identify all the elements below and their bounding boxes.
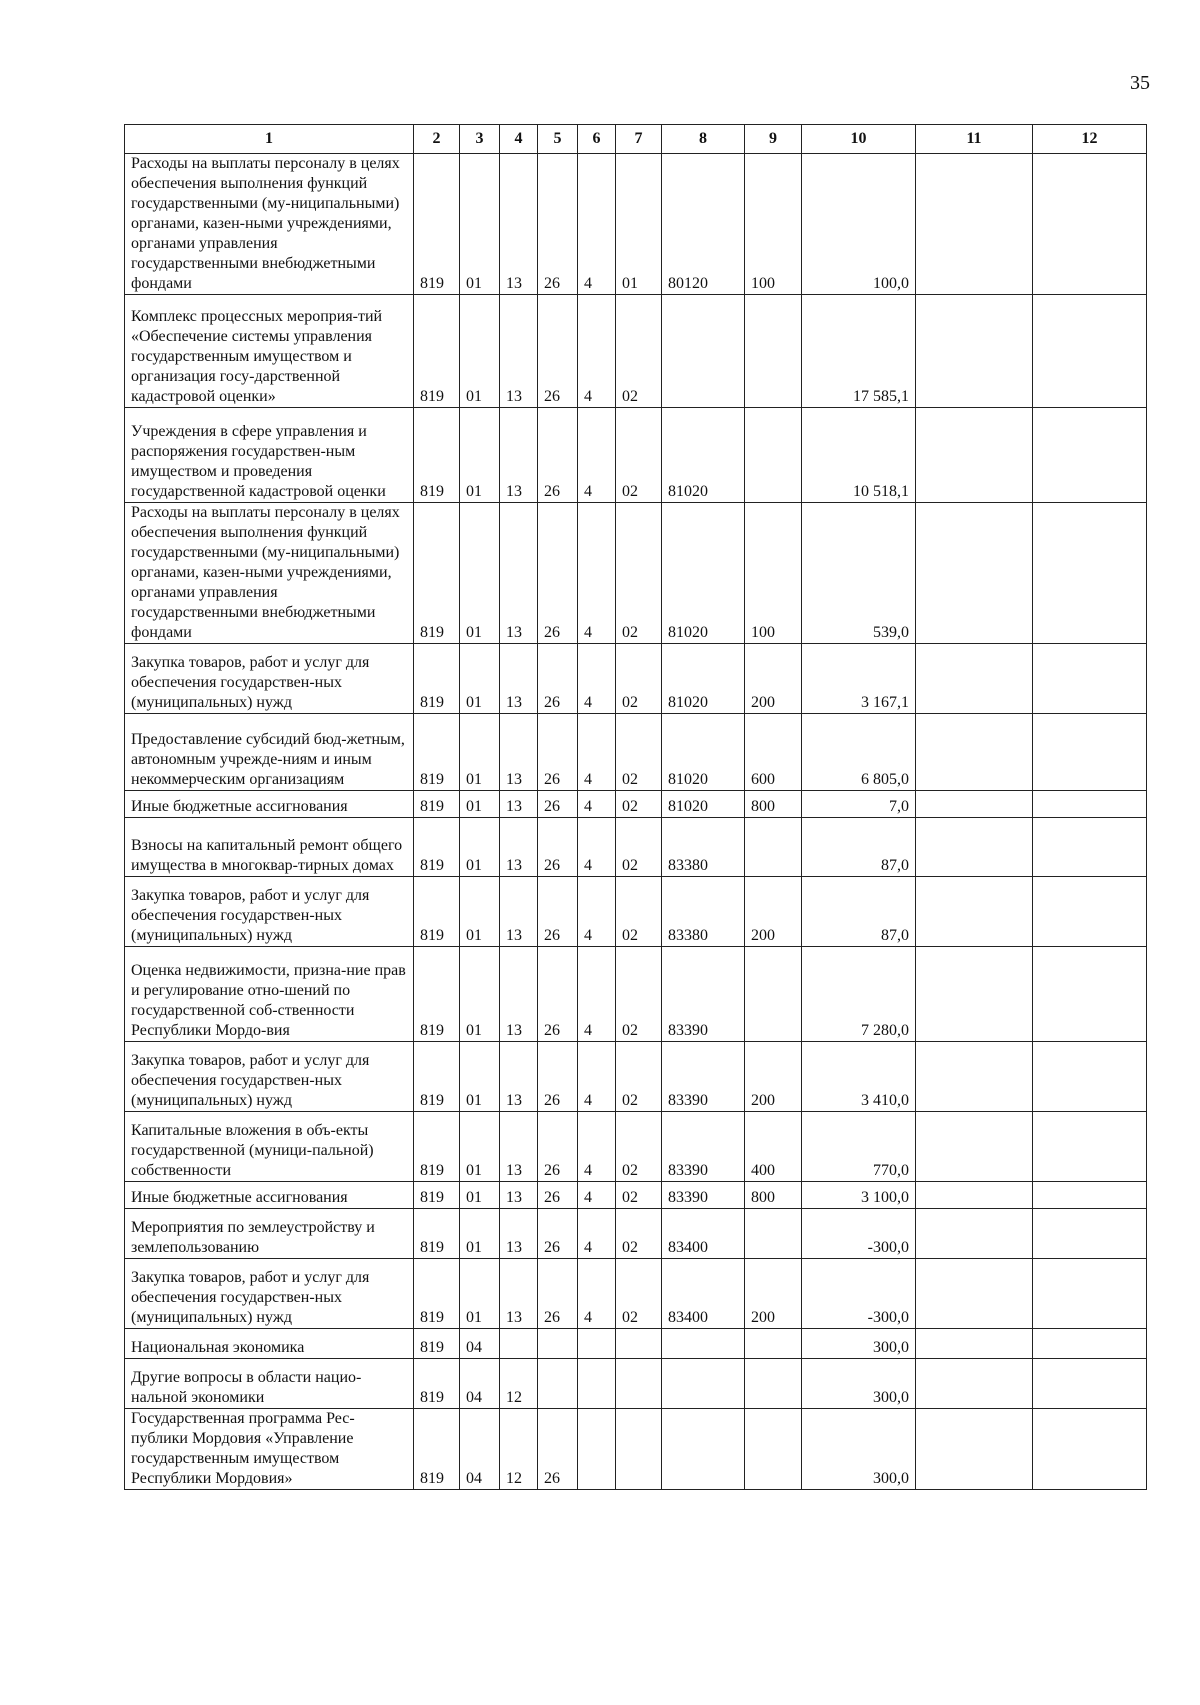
col-8-cell: 83400 xyxy=(662,1209,745,1259)
row-name-cell: Иные бюджетные ассигнования xyxy=(125,1182,414,1209)
col-6-cell xyxy=(578,1359,616,1409)
col-11-cell xyxy=(916,877,1033,947)
col-11-cell xyxy=(916,1259,1033,1329)
col-2-cell: 819 xyxy=(414,1182,460,1209)
col-7-cell: 02 xyxy=(616,1209,662,1259)
col-12-cell xyxy=(1033,408,1147,503)
table-row xyxy=(125,1329,1147,1359)
col-header: 2 xyxy=(414,125,460,154)
col-12-cell xyxy=(1033,1329,1147,1359)
col-header: 1 xyxy=(125,125,414,154)
col-4-cell: 13 xyxy=(500,1112,538,1182)
col-header: 9 xyxy=(745,125,802,154)
col-3-cell: 01 xyxy=(460,1209,500,1259)
col-9-cell xyxy=(745,1209,802,1259)
col-6-cell: 4 xyxy=(578,644,616,714)
col-12-cell xyxy=(1033,818,1147,877)
col-3-cell: 01 xyxy=(460,1112,500,1182)
table-row xyxy=(125,1209,1147,1259)
col-10-cell: -300,0 xyxy=(802,1259,916,1329)
col-3-cell: 01 xyxy=(460,644,500,714)
col-4-cell xyxy=(500,1329,538,1359)
row-name-cell: Учреждения в сфере управления и распоряжения государствен-ным имуществом и проведения государственной кадастровой оценки xyxy=(125,408,414,503)
col-12-cell xyxy=(1033,644,1147,714)
col-4-cell: 13 xyxy=(500,1042,538,1112)
col-10-cell: 3 167,1 xyxy=(802,644,916,714)
col-7-cell: 02 xyxy=(616,1259,662,1329)
col-2-cell: 819 xyxy=(414,295,460,408)
col-10-cell: 3 100,0 xyxy=(802,1182,916,1209)
col-6-cell: 4 xyxy=(578,1112,616,1182)
col-11-cell xyxy=(916,1042,1033,1112)
col-4-cell: 13 xyxy=(500,818,538,877)
col-12-cell xyxy=(1033,154,1147,295)
table-row xyxy=(125,1259,1147,1329)
col-11-cell xyxy=(916,1112,1033,1182)
row-name-cell: Другие вопросы в области нацио-нальной экономики xyxy=(125,1359,414,1409)
col-5-cell: 26 xyxy=(538,1042,578,1112)
col-10-cell: 300,0 xyxy=(802,1329,916,1359)
col-4-cell: 12 xyxy=(500,1359,538,1409)
col-7-cell: 02 xyxy=(616,947,662,1042)
col-7-cell: 02 xyxy=(616,503,662,644)
col-4-cell: 13 xyxy=(500,503,538,644)
col-7-cell: 02 xyxy=(616,791,662,818)
col-6-cell: 4 xyxy=(578,503,616,644)
col-8-cell xyxy=(662,1409,745,1490)
col-header: 4 xyxy=(500,125,538,154)
row-name-cell: Предоставление субсидий бюд-жетным, автономным учрежде-ниям и иным некоммерческим организациям xyxy=(125,714,414,791)
col-12-cell xyxy=(1033,295,1147,408)
col-2-cell: 819 xyxy=(414,408,460,503)
col-6-cell: 4 xyxy=(578,818,616,877)
col-5-cell: 26 xyxy=(538,503,578,644)
col-header: 8 xyxy=(662,125,745,154)
col-11-cell xyxy=(916,408,1033,503)
col-9-cell xyxy=(745,1329,802,1359)
col-9-cell: 200 xyxy=(745,1259,802,1329)
col-12-cell xyxy=(1033,1112,1147,1182)
col-5-cell: 26 xyxy=(538,714,578,791)
page-number: 35 xyxy=(1130,72,1150,94)
col-11-cell xyxy=(916,791,1033,818)
col-12-cell xyxy=(1033,1209,1147,1259)
col-9-cell xyxy=(745,947,802,1042)
col-8-cell: 83390 xyxy=(662,1042,745,1112)
col-11-cell xyxy=(916,295,1033,408)
col-12-cell xyxy=(1033,1042,1147,1112)
col-11-cell xyxy=(916,503,1033,644)
col-4-cell: 13 xyxy=(500,1209,538,1259)
col-8-cell: 83400 xyxy=(662,1259,745,1329)
col-2-cell: 819 xyxy=(414,1042,460,1112)
row-name-cell: Капитальные вложения в объ-екты государственной (муници-пальной) собственности xyxy=(125,1112,414,1182)
col-10-cell: 300,0 xyxy=(802,1409,916,1490)
col-5-cell: 26 xyxy=(538,947,578,1042)
table-row xyxy=(125,877,1147,947)
col-12-cell xyxy=(1033,714,1147,791)
col-header: 6 xyxy=(578,125,616,154)
col-8-cell: 81020 xyxy=(662,503,745,644)
col-5-cell: 26 xyxy=(538,1182,578,1209)
row-name-cell: Иные бюджетные ассигнования xyxy=(125,791,414,818)
col-10-cell: 10 518,1 xyxy=(802,408,916,503)
col-9-cell: 200 xyxy=(745,1042,802,1112)
col-8-cell: 83380 xyxy=(662,818,745,877)
col-3-cell: 04 xyxy=(460,1409,500,1490)
col-2-cell: 819 xyxy=(414,644,460,714)
col-10-cell: 300,0 xyxy=(802,1359,916,1409)
row-name-cell: Взносы на капитальный ремонт общего имущества в многоквар-тирных домах xyxy=(125,818,414,877)
col-6-cell: 4 xyxy=(578,1042,616,1112)
col-8-cell xyxy=(662,1329,745,1359)
col-3-cell: 01 xyxy=(460,818,500,877)
col-6-cell: 4 xyxy=(578,408,616,503)
col-4-cell: 13 xyxy=(500,877,538,947)
col-5-cell: 26 xyxy=(538,877,578,947)
col-11-cell xyxy=(916,1209,1033,1259)
col-10-cell: 100,0 xyxy=(802,154,916,295)
table-row xyxy=(125,1359,1147,1409)
col-2-cell: 819 xyxy=(414,1329,460,1359)
table-row xyxy=(125,1182,1147,1209)
col-4-cell: 13 xyxy=(500,1259,538,1329)
col-8-cell: 83390 xyxy=(662,1182,745,1209)
col-5-cell: 26 xyxy=(538,791,578,818)
col-5-cell: 26 xyxy=(538,1409,578,1490)
row-name-cell: Закупка товаров, работ и услуг для обеспечения государствен-ных (муниципальных) нужд xyxy=(125,1042,414,1112)
col-10-cell: 770,0 xyxy=(802,1112,916,1182)
col-11-cell xyxy=(916,1409,1033,1490)
col-8-cell xyxy=(662,1359,745,1409)
col-7-cell: 02 xyxy=(616,877,662,947)
col-10-cell: 6 805,0 xyxy=(802,714,916,791)
col-9-cell xyxy=(745,295,802,408)
col-9-cell: 800 xyxy=(745,791,802,818)
col-9-cell: 200 xyxy=(745,644,802,714)
col-header: 7 xyxy=(616,125,662,154)
col-11-cell xyxy=(916,947,1033,1042)
col-10-cell: 17 585,1 xyxy=(802,295,916,408)
col-7-cell xyxy=(616,1359,662,1409)
col-7-cell: 01 xyxy=(616,154,662,295)
col-6-cell: 4 xyxy=(578,154,616,295)
col-3-cell: 01 xyxy=(460,1259,500,1329)
col-6-cell: 4 xyxy=(578,791,616,818)
col-5-cell: 26 xyxy=(538,295,578,408)
row-name-cell: Расходы на выплаты персоналу в целях обеспечения выполнения функций государственными (му-ниципальными) органами, казен-ными учреждениями, органами управления государственными внебюджетными фондами xyxy=(125,503,414,644)
col-5-cell: 26 xyxy=(538,408,578,503)
col-10-cell: 539,0 xyxy=(802,503,916,644)
col-10-cell: 87,0 xyxy=(802,877,916,947)
row-name-cell: Закупка товаров, работ и услуг для обеспечения государствен-ных (муниципальных) нужд xyxy=(125,644,414,714)
table-row xyxy=(125,295,1147,408)
col-8-cell: 81020 xyxy=(662,408,745,503)
col-2-cell: 819 xyxy=(414,1209,460,1259)
col-11-cell xyxy=(916,644,1033,714)
col-12-cell xyxy=(1033,947,1147,1042)
col-7-cell xyxy=(616,1409,662,1490)
col-12-cell xyxy=(1033,1359,1147,1409)
row-name-cell: Национальная экономика xyxy=(125,1329,414,1359)
budget-table xyxy=(124,124,1147,1490)
col-8-cell: 81020 xyxy=(662,791,745,818)
table-row xyxy=(125,408,1147,503)
table-row xyxy=(125,714,1147,791)
col-7-cell: 02 xyxy=(616,295,662,408)
col-header: 11 xyxy=(916,125,1033,154)
col-3-cell: 04 xyxy=(460,1329,500,1359)
col-12-cell xyxy=(1033,1259,1147,1329)
col-3-cell: 01 xyxy=(460,408,500,503)
col-7-cell: 02 xyxy=(616,408,662,503)
col-9-cell: 800 xyxy=(745,1182,802,1209)
col-2-cell: 819 xyxy=(414,1409,460,1490)
col-11-cell xyxy=(916,1329,1033,1359)
col-9-cell xyxy=(745,408,802,503)
col-9-cell: 100 xyxy=(745,154,802,295)
table-row xyxy=(125,1042,1147,1112)
col-2-cell: 819 xyxy=(414,947,460,1042)
col-2-cell: 819 xyxy=(414,154,460,295)
col-12-cell xyxy=(1033,877,1147,947)
col-6-cell: 4 xyxy=(578,1259,616,1329)
row-name-cell: Закупка товаров, работ и услуг для обеспечения государствен-ных (муниципальных) нужд xyxy=(125,1259,414,1329)
col-6-cell: 4 xyxy=(578,877,616,947)
col-2-cell: 819 xyxy=(414,818,460,877)
col-10-cell: 3 410,0 xyxy=(802,1042,916,1112)
table-row xyxy=(125,1112,1147,1182)
col-8-cell: 83390 xyxy=(662,1112,745,1182)
col-7-cell xyxy=(616,1329,662,1359)
col-12-cell xyxy=(1033,1409,1147,1490)
col-3-cell: 01 xyxy=(460,791,500,818)
col-header: 10 xyxy=(802,125,916,154)
col-7-cell: 02 xyxy=(616,714,662,791)
col-4-cell: 12 xyxy=(500,1409,538,1490)
col-6-cell: 4 xyxy=(578,1182,616,1209)
col-9-cell xyxy=(745,818,802,877)
col-6-cell: 4 xyxy=(578,947,616,1042)
col-3-cell: 01 xyxy=(460,295,500,408)
col-4-cell: 13 xyxy=(500,791,538,818)
col-2-cell: 819 xyxy=(414,1259,460,1329)
col-5-cell: 26 xyxy=(538,818,578,877)
col-9-cell xyxy=(745,1359,802,1409)
col-5-cell xyxy=(538,1359,578,1409)
col-2-cell: 819 xyxy=(414,1359,460,1409)
col-9-cell xyxy=(745,1409,802,1490)
col-10-cell: 87,0 xyxy=(802,818,916,877)
col-header: 3 xyxy=(460,125,500,154)
col-7-cell: 02 xyxy=(616,1182,662,1209)
col-3-cell: 01 xyxy=(460,503,500,644)
col-11-cell xyxy=(916,818,1033,877)
col-10-cell: 7 280,0 xyxy=(802,947,916,1042)
col-6-cell xyxy=(578,1329,616,1359)
row-name-cell: Расходы на выплаты персоналу в целях обеспечения выполнения функций государственными (му-ниципальными) органами, казен-ными учреждениями, органами управления государственными внебюджетными фондами xyxy=(125,154,414,295)
col-7-cell: 02 xyxy=(616,818,662,877)
col-3-cell: 01 xyxy=(460,154,500,295)
table-row xyxy=(125,791,1147,818)
col-9-cell: 600 xyxy=(745,714,802,791)
col-12-cell xyxy=(1033,1182,1147,1209)
col-6-cell: 4 xyxy=(578,714,616,791)
col-10-cell: -300,0 xyxy=(802,1209,916,1259)
col-header: 12 xyxy=(1033,125,1147,154)
row-name-cell: Закупка товаров, работ и услуг для обеспечения государствен-ных (муниципальных) нужд xyxy=(125,877,414,947)
col-8-cell: 83380 xyxy=(662,877,745,947)
col-5-cell: 26 xyxy=(538,154,578,295)
col-2-cell: 819 xyxy=(414,1112,460,1182)
col-11-cell xyxy=(916,1182,1033,1209)
col-7-cell: 02 xyxy=(616,1112,662,1182)
table-row xyxy=(125,154,1147,295)
col-2-cell: 819 xyxy=(414,714,460,791)
col-3-cell: 01 xyxy=(460,947,500,1042)
col-5-cell: 26 xyxy=(538,1259,578,1329)
col-12-cell xyxy=(1033,791,1147,818)
col-3-cell: 04 xyxy=(460,1359,500,1409)
col-4-cell: 13 xyxy=(500,154,538,295)
table-row xyxy=(125,503,1147,644)
col-6-cell xyxy=(578,1409,616,1490)
col-11-cell xyxy=(916,1359,1033,1409)
col-10-cell: 7,0 xyxy=(802,791,916,818)
col-9-cell: 200 xyxy=(745,877,802,947)
row-name-cell: Государственная программа Рес-публики Мордовия «Управление государственным имуществом Республики Мордовия» xyxy=(125,1409,414,1490)
col-12-cell xyxy=(1033,503,1147,644)
col-4-cell: 13 xyxy=(500,408,538,503)
col-11-cell xyxy=(916,714,1033,791)
col-6-cell: 4 xyxy=(578,295,616,408)
col-4-cell: 13 xyxy=(500,644,538,714)
col-4-cell: 13 xyxy=(500,714,538,791)
col-4-cell: 13 xyxy=(500,947,538,1042)
col-11-cell xyxy=(916,154,1033,295)
col-3-cell: 01 xyxy=(460,1042,500,1112)
col-8-cell: 81020 xyxy=(662,714,745,791)
col-5-cell: 26 xyxy=(538,644,578,714)
row-name-cell: Оценка недвижимости, призна-ние прав и регулирование отно-шений по государственной соб-ственности Республики Мордо-вия xyxy=(125,947,414,1042)
col-3-cell: 01 xyxy=(460,877,500,947)
col-8-cell: 81020 xyxy=(662,644,745,714)
col-7-cell: 02 xyxy=(616,1042,662,1112)
col-5-cell xyxy=(538,1329,578,1359)
col-3-cell: 01 xyxy=(460,714,500,791)
col-8-cell: 83390 xyxy=(662,947,745,1042)
col-8-cell xyxy=(662,295,745,408)
row-name-cell: Мероприятия по землеустройству и землепользованию xyxy=(125,1209,414,1259)
table-row xyxy=(125,818,1147,877)
col-6-cell: 4 xyxy=(578,1209,616,1259)
table-row xyxy=(125,1409,1147,1490)
table-row xyxy=(125,947,1147,1042)
col-5-cell: 26 xyxy=(538,1112,578,1182)
col-8-cell: 80120 xyxy=(662,154,745,295)
col-3-cell: 01 xyxy=(460,1182,500,1209)
table-row xyxy=(125,644,1147,714)
col-9-cell: 100 xyxy=(745,503,802,644)
col-4-cell: 13 xyxy=(500,1182,538,1209)
header-row xyxy=(125,125,1147,154)
col-2-cell: 819 xyxy=(414,791,460,818)
row-name-cell: Комплекс процессных мероприя-тий «Обеспечение системы управления государственным имуществом и организация госу-дарственной кадастровой оценки» xyxy=(125,295,414,408)
col-4-cell: 13 xyxy=(500,295,538,408)
col-2-cell: 819 xyxy=(414,503,460,644)
col-9-cell: 400 xyxy=(745,1112,802,1182)
col-5-cell: 26 xyxy=(538,1209,578,1259)
col-7-cell: 02 xyxy=(616,644,662,714)
col-2-cell: 819 xyxy=(414,877,460,947)
col-header: 5 xyxy=(538,125,578,154)
